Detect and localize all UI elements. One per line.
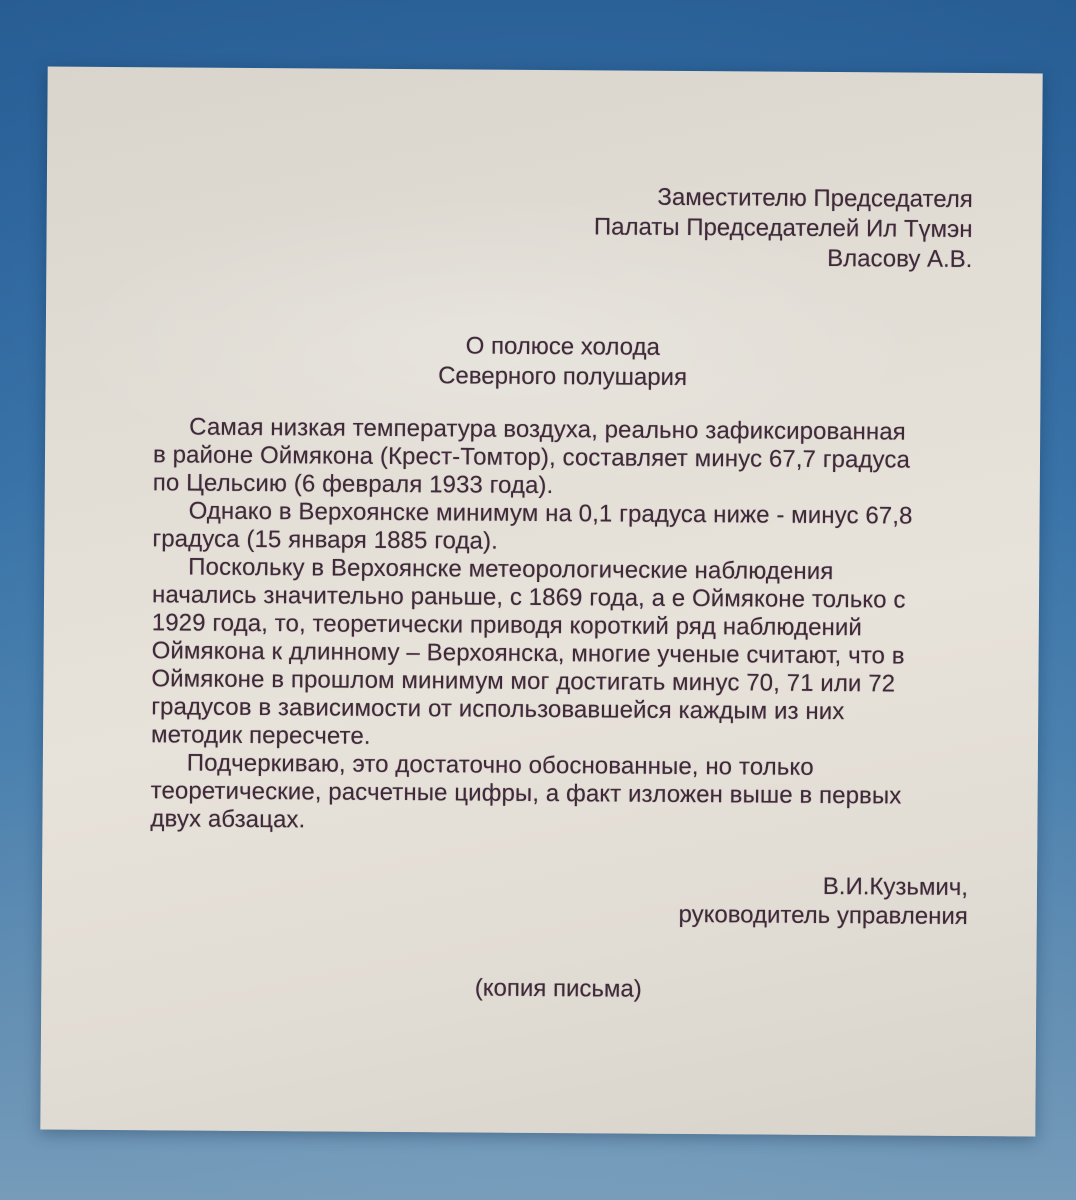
subject-line: Северного полушария <box>438 362 688 392</box>
signature-title: руководитель управления <box>678 900 968 930</box>
subject-line: О полюсе холода <box>465 332 660 361</box>
letter-content <box>149 67 974 1007</box>
copy-note: (копия письма) <box>474 974 642 1003</box>
signature-block <box>150 867 968 931</box>
letter-paragraph: Однако в Верхоянске минимум на 0,1 градуса ниже - минус 67,8 градуса (15 января 1885 года). <box>152 497 913 555</box>
subject-block <box>153 329 971 395</box>
recipient-line: Заместителю Председателя <box>657 183 973 214</box>
letter-body <box>150 413 971 839</box>
letter-paragraph: Самая низкая температура воздуха, реально зафиксированная в районе Оймякона (Крест-Томтор), составляет минус 67,7 градуса по Цельсию (6 февраля 1933 года). <box>152 413 911 500</box>
letter-paragraph: Поскольку в Верхоянске метеорологические наблюдения начались значительно раньше, с 1869 года, а е Оймяконе только с 1929 года, то, теоретически приводя короткий ряд наблюдений Оймякона к длинному – Верхоянска, многие ученые считают, что в Оймяконе в прошлом минимум мог достигать минус 70, 71 или 72 градусов в зависимости от использовавшейся каждым из них методик пересчете. <box>150 553 906 750</box>
recipient-block <box>154 179 973 275</box>
recipient-line: Палаты Председателей Ил Түмэн <box>593 213 973 244</box>
letter-document <box>40 67 1042 1137</box>
recipient-line: Власову А.В. <box>827 244 973 273</box>
letter-paragraph: Подчеркиваю, это достаточно обоснованные, но только теоретические, расчетные цифры, а факт изложен выше в первых двух абзацах. <box>150 749 902 834</box>
signature-name: В.И.Кузьмич, <box>822 872 969 901</box>
